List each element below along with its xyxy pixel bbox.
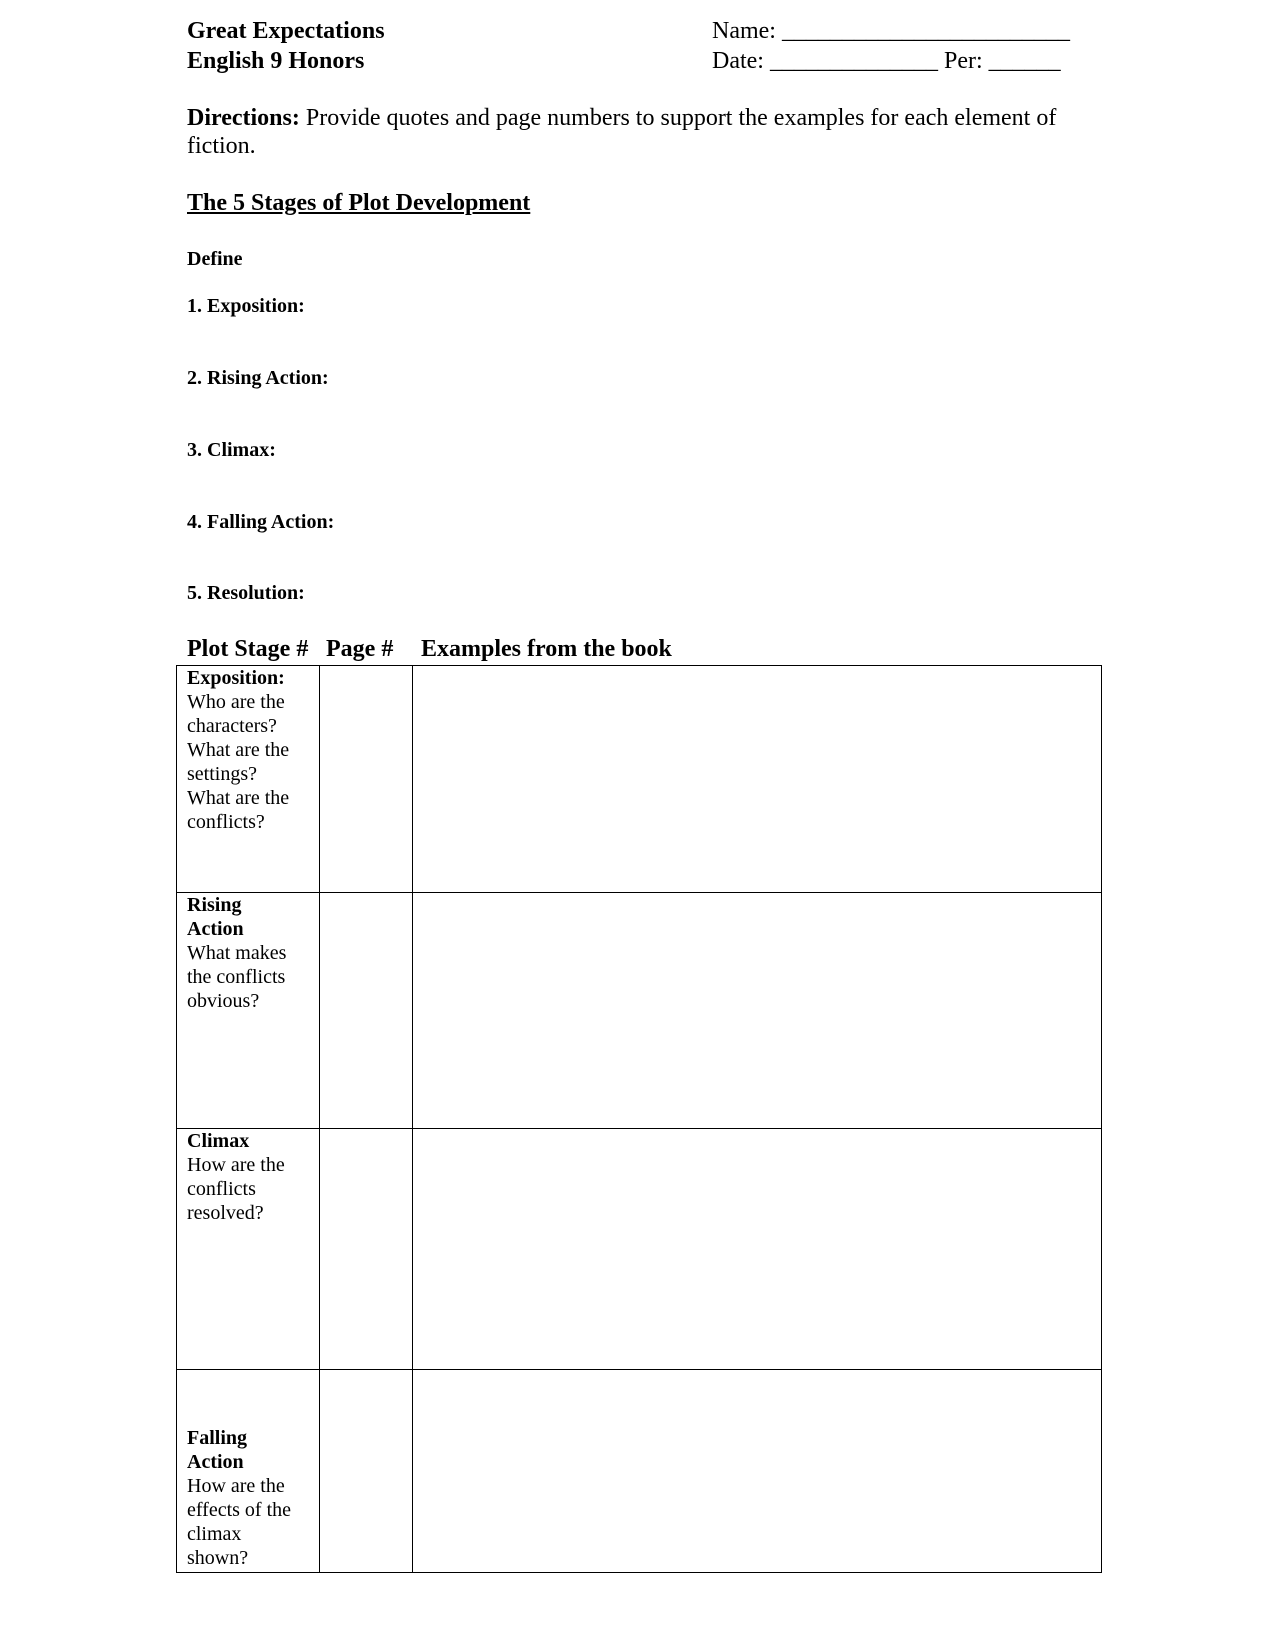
definition-falling-action[interactable]: 4. Falling Action: [187, 511, 335, 533]
page-cell[interactable] [320, 1129, 413, 1370]
page-cell[interactable] [320, 1370, 413, 1573]
stage-question: effects of the [187, 1499, 292, 1521]
stage-question: conflicts? [187, 811, 265, 833]
define-label: Define [187, 248, 243, 270]
stage-name: Climax [187, 1130, 250, 1152]
name-field[interactable]: Name: ________________________ [712, 18, 1070, 44]
stage-question: characters? [187, 715, 277, 737]
stage-name: Exposition: [187, 667, 285, 689]
stage-question: resolved? [187, 1202, 264, 1224]
stage-name: Action [187, 918, 244, 940]
plot-table [176, 665, 1102, 1573]
col-header-examples: Examples from the book [421, 636, 672, 662]
definition-resolution[interactable]: 5. Resolution: [187, 582, 305, 604]
definition-climax[interactable]: 3. Climax: [187, 439, 276, 461]
stage-question: climax [187, 1523, 242, 1545]
directions [187, 104, 1087, 160]
stage-name: Falling [187, 1427, 248, 1449]
course-header [187, 16, 385, 76]
stage-question: conflicts [187, 1178, 256, 1200]
stage-question: shown? [187, 1547, 249, 1569]
examples-cell[interactable] [413, 893, 1102, 1129]
table-row-falling-action [177, 1370, 1102, 1573]
table-row-rising-action [177, 893, 1102, 1129]
course-title: Great Expectations [187, 18, 385, 44]
stage-question: What are the [187, 739, 290, 761]
page-cell[interactable] [320, 666, 413, 893]
stage-question: Who are the [187, 691, 285, 713]
stage-cell [177, 1129, 320, 1370]
directions-text: Provide quotes and page numbers to support the examples for each element of fiction. [187, 105, 1057, 159]
stage-question: What makes [187, 942, 287, 964]
stage-cell [177, 1370, 320, 1573]
examples-cell[interactable] [413, 666, 1102, 893]
stage-cell [177, 666, 320, 893]
stage-cell [177, 893, 320, 1129]
col-header-plot-stage: Plot Stage # [187, 636, 309, 662]
stage-question: obvious? [187, 990, 260, 1012]
student-info [712, 16, 1070, 76]
stage-question: What are the [187, 787, 290, 809]
examples-cell[interactable] [413, 1370, 1102, 1573]
stage-question: settings? [187, 763, 257, 785]
definition-rising-action[interactable]: 2. Rising Action: [187, 367, 329, 389]
table-row-exposition [177, 666, 1102, 893]
definition-exposition[interactable]: 1. Exposition: [187, 295, 305, 317]
course-subtitle: English 9 Honors [187, 48, 365, 74]
stage-name: Rising [187, 894, 242, 916]
table-row-climax [177, 1129, 1102, 1370]
stage-question: How are the [187, 1475, 285, 1497]
directions-label: Directions: [187, 105, 300, 131]
stage-name: Action [187, 1451, 244, 1473]
stage-question: the conflicts [187, 966, 286, 988]
date-period-field[interactable]: Date: ______________ Per: ______ [712, 48, 1061, 74]
page-cell[interactable] [320, 893, 413, 1129]
col-header-page: Page # [326, 636, 394, 662]
stage-question: How are the [187, 1154, 285, 1176]
examples-cell[interactable] [413, 1129, 1102, 1370]
section-title: The 5 Stages of Plot Development [187, 190, 531, 216]
